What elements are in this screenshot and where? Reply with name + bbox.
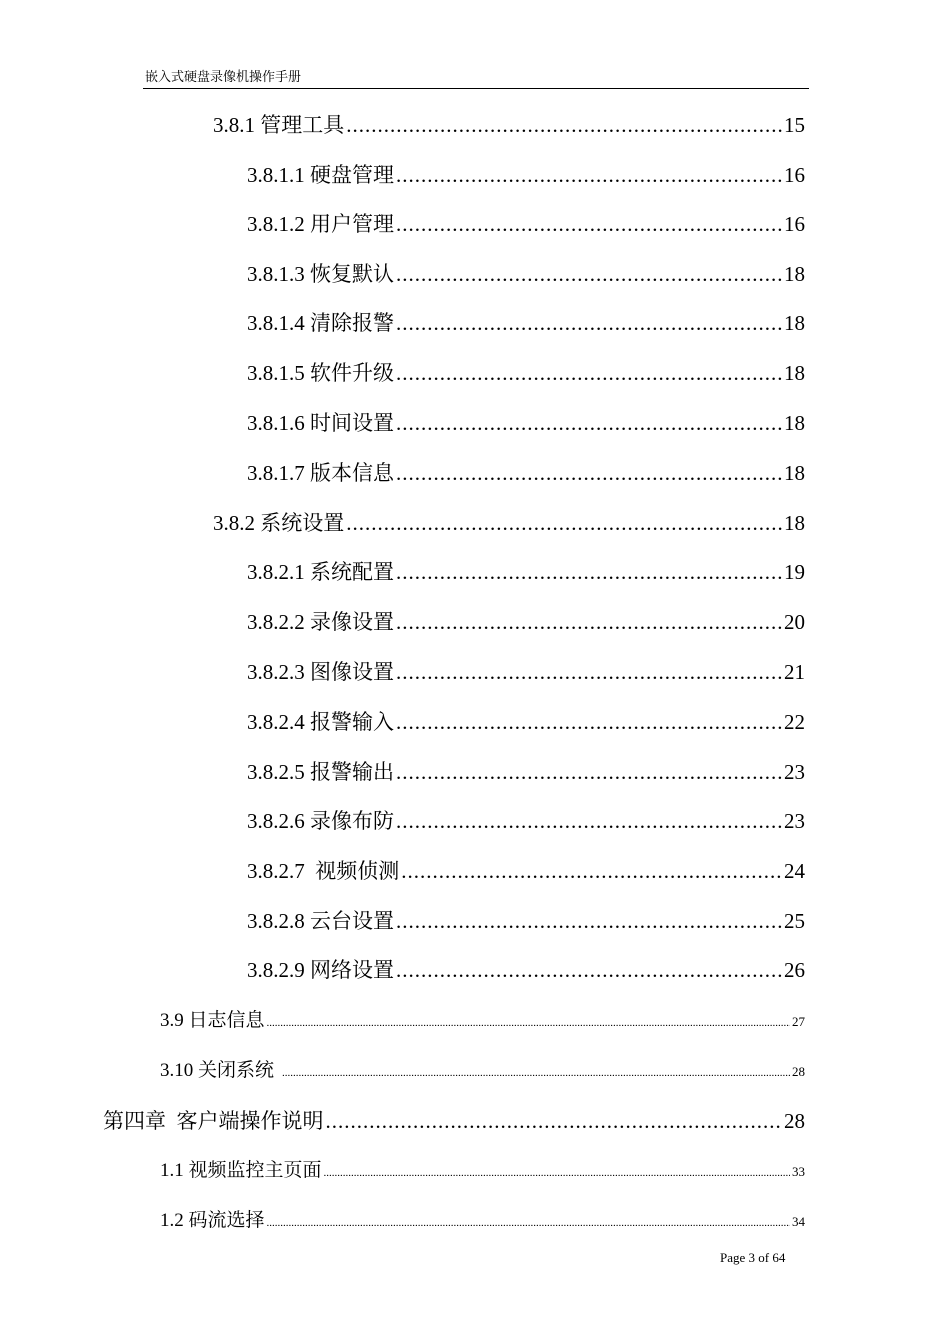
toc-entry-label: 3.8.1.1 硬盘管理 xyxy=(247,163,394,187)
toc-entry-label: 3.8.1 管理工具 xyxy=(213,113,345,137)
toc-page-number: 16 xyxy=(784,163,805,187)
toc-page-number: 16 xyxy=(784,212,805,236)
toc-entry[interactable] xyxy=(160,1206,805,1236)
toc-dot-leader xyxy=(396,757,782,787)
toc-page-number: 18 xyxy=(784,311,805,335)
toc-page-number: 22 xyxy=(784,710,805,734)
toc-dot-leader xyxy=(396,657,782,687)
toc-entry[interactable] xyxy=(247,607,805,637)
toc-dot-leader xyxy=(346,508,782,538)
toc-dot-leader xyxy=(346,110,782,140)
toc-page-number: 28 xyxy=(784,1109,805,1133)
toc-entry-label: 3.8.2.7 视频侦测 xyxy=(247,859,400,883)
toc-dot-leader xyxy=(324,1158,790,1188)
toc-dot-leader xyxy=(396,209,782,239)
toc-page-number: 21 xyxy=(784,660,805,684)
toc-page-number: 19 xyxy=(784,560,805,584)
toc-entry[interactable] xyxy=(103,1106,805,1136)
toc-entry-label: 3.10 关闭系统 xyxy=(160,1060,275,1081)
toc-page-number: 27 xyxy=(792,1014,805,1029)
toc-dot-leader xyxy=(396,358,782,388)
toc-dot-leader xyxy=(396,707,782,737)
toc-dot-leader xyxy=(396,458,782,488)
document-header-title: 嵌入式硬盘录像机操作手册 xyxy=(145,69,302,84)
toc-page-number: 18 xyxy=(784,411,805,435)
toc-page-number: 23 xyxy=(784,760,805,784)
toc-page-number: 28 xyxy=(792,1064,805,1079)
toc-dot-leader xyxy=(396,557,782,587)
toc-entry-label: 3.8.2.9 网络设置 xyxy=(247,958,394,982)
page-number-footer: Page 3 of 64 xyxy=(720,1250,786,1265)
toc-entry-label: 3.8.2.8 云台设置 xyxy=(247,909,394,933)
toc-entry[interactable] xyxy=(247,657,805,687)
toc-page-number: 25 xyxy=(784,909,805,933)
toc-dot-leader xyxy=(396,308,782,338)
toc-entry[interactable] xyxy=(160,1156,805,1186)
toc-entry[interactable] xyxy=(247,955,805,985)
toc-entry-label: 3.8.1.7 版本信息 xyxy=(247,461,394,485)
toc-page-number: 24 xyxy=(784,859,805,883)
toc-entry[interactable] xyxy=(247,906,805,936)
toc-dot-leader xyxy=(401,856,782,886)
toc-entry[interactable] xyxy=(247,358,805,388)
toc-entry[interactable] xyxy=(213,508,805,538)
toc-dot-leader xyxy=(396,408,782,438)
toc-entry[interactable] xyxy=(247,160,805,190)
toc-dot-leader xyxy=(396,906,782,936)
toc-entry[interactable] xyxy=(213,110,805,140)
toc-page-number: 18 xyxy=(784,511,805,535)
toc-entry-label: 3.8.2.6 录像布防 xyxy=(247,809,394,833)
toc-entry[interactable] xyxy=(247,458,805,488)
toc-entry-label: 1.1 视频监控主页面 xyxy=(160,1160,322,1181)
toc-entry-label: 3.8.1.6 时间设置 xyxy=(247,411,394,435)
toc-page-number: 34 xyxy=(792,1214,805,1229)
toc-entry[interactable] xyxy=(247,259,805,289)
toc-entry-label: 3.8.2.2 录像设置 xyxy=(247,610,394,634)
toc-page-number: 20 xyxy=(784,610,805,634)
toc-entry[interactable] xyxy=(247,856,805,886)
toc-entry[interactable] xyxy=(247,757,805,787)
toc-dot-leader xyxy=(396,160,782,190)
toc-entry[interactable] xyxy=(247,209,805,239)
toc-dot-leader xyxy=(326,1106,783,1136)
toc-dot-leader xyxy=(396,955,782,985)
toc-entry[interactable] xyxy=(160,1056,805,1086)
toc-entry-label: 3.8.2.5 报警输出 xyxy=(247,760,394,784)
toc-page-number: 33 xyxy=(792,1164,805,1179)
toc-dot-leader xyxy=(282,1058,790,1088)
toc-entry[interactable] xyxy=(247,557,805,587)
toc-entry-label: 3.8.1.4 清除报警 xyxy=(247,311,394,335)
toc-entry[interactable] xyxy=(247,408,805,438)
toc-entry-label: 3.8.1.3 恢复默认 xyxy=(247,262,394,286)
toc-entry-label: 3.8.1.5 软件升级 xyxy=(247,361,394,385)
toc-dot-leader xyxy=(396,607,782,637)
toc-page-number: 18 xyxy=(784,361,805,385)
toc-dot-leader xyxy=(396,259,782,289)
toc-entry[interactable] xyxy=(247,806,805,836)
toc-entry-label: 3.8.2.1 系统配置 xyxy=(247,560,394,584)
toc-entry-label: 3.8.2.4 报警输入 xyxy=(247,710,394,734)
toc-entry-label: 3.8.2.3 图像设置 xyxy=(247,660,394,684)
toc-page-number: 18 xyxy=(784,262,805,286)
toc-entry-label: 1.2 码流选择 xyxy=(160,1210,265,1231)
toc-entry-label: 第四章 客户端操作说明 xyxy=(103,1109,324,1133)
toc-entry-label: 3.8.2 系统设置 xyxy=(213,511,345,535)
toc-dot-leader xyxy=(267,1008,790,1038)
toc-dot-leader xyxy=(396,806,782,836)
toc-page-number: 26 xyxy=(784,958,805,982)
toc-entry[interactable] xyxy=(160,1006,805,1036)
toc-page-number: 15 xyxy=(784,113,805,137)
toc-page-number: 23 xyxy=(784,809,805,833)
toc-entry-label: 3.9 日志信息 xyxy=(160,1010,265,1031)
toc-entry[interactable] xyxy=(247,308,805,338)
toc-page-number: 18 xyxy=(784,461,805,485)
toc-dot-leader xyxy=(267,1208,790,1238)
toc-entry[interactable] xyxy=(247,707,805,737)
toc-entry-label: 3.8.1.2 用户管理 xyxy=(247,212,394,236)
